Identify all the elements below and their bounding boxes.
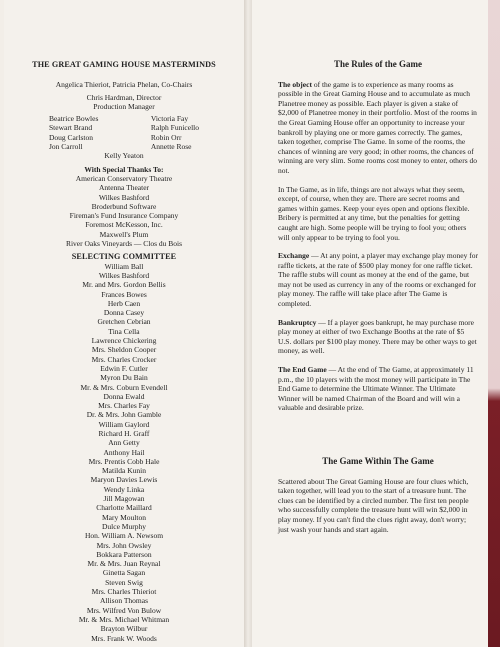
committee-member: Mrs. Charles Crocker (91, 354, 157, 364)
thanks-item: Broderbund Software (91, 201, 157, 211)
committee-member: Mrs. Wilfred Von Bulow (86, 605, 162, 615)
committee-member: Maryon Davies Lewis (90, 475, 158, 485)
committee-member: Ginetta Sagan (102, 568, 146, 578)
rules-object-lead: The object (278, 79, 312, 89)
production-name: Robin Orr (150, 132, 182, 142)
committee-member: William Gaylord (98, 419, 150, 429)
committee-member: Brayton Wilbur (100, 624, 148, 634)
production-name: Jon Carroll (49, 142, 83, 152)
committee-member: Herb Caen (107, 298, 141, 308)
rules-exchange (278, 251, 478, 309)
rules-end-game-text: — At the end of The Game, at approximately 11 p.m., the 10 players with the most money will participate in The End Game to determine the Ultimate Winner. The Ultimate Winner will be named Chairman of the Board and will win a valuable and desirable prize. (278, 365, 474, 413)
rules-end-game (278, 365, 478, 413)
thanks-item: River Oaks Vineyards — Clos du Bois (65, 239, 183, 249)
committee-member: Mr. & Mrs. Coburn Evendell (80, 382, 168, 392)
production-right-column (151, 114, 199, 151)
committee-member: Richard H. Graff (98, 428, 150, 438)
rules-bankruptcy-text: — If a player goes bankrupt, he may purchase more play money at either of two Exchange Booths at the rate of $5 U.S. dollars per $100 play money. There may be other ways to get money, as well. (278, 317, 477, 356)
production-last: Kelly Yeaton (104, 151, 144, 161)
production-left-column (49, 114, 98, 151)
committee-member: Donna Casey (103, 308, 145, 318)
committee-member: Mr. and Mrs. Gordon Bellis (82, 280, 166, 290)
production-name: Beatrice Bowles (49, 114, 99, 124)
thanks-item: Maxwell's Plum (99, 229, 149, 239)
committee-member: Frances Bowes (101, 289, 147, 299)
game-within-text: Scattered about The Great Gaming House are four clues which, taken together, will lead you to the start of a treasure hunt. The clues can be identified by a circled number. The first ten people who successfully complete the treasure hunt will win $2,000 in play money. If you can't find the clues right away, don't worry; just wash your hands and start again. (278, 476, 469, 534)
committee-member: Bokkara Patterson (96, 549, 152, 559)
committee-member: Mr. & Mrs. Michael Whitman (78, 614, 170, 624)
rules-exchange-text: — At any point, a player may exchange play money for raffle tickets, at the rate of $500 play money for one raffle ticket. The raffle stubs will count as money at the end of the game, but may not be used as currency in any of the rooms or exchanged for play money. The raffle will take place after The Game is completed. (278, 251, 478, 309)
rules-object (278, 80, 478, 176)
rules-bankruptcy (278, 318, 478, 356)
committee-list (8, 262, 240, 643)
thanks-item: Fireman's Fund Insurance Company (69, 211, 179, 221)
committee-member: Anthony Hail (103, 447, 145, 457)
committee-member: Mr. & Mrs. Juan Reynal (87, 559, 161, 569)
thanks-list (8, 174, 240, 248)
committee-member: Mrs. Charles Thieriot (91, 587, 157, 597)
committee-member: Steven Swig (105, 577, 143, 587)
committee-member: Charlotte Maillard (96, 503, 152, 513)
rules-end-game-lead: The End Game (278, 365, 327, 375)
production-name: Annette Rose (150, 142, 192, 152)
thanks-heading: With Special Thanks To: (84, 164, 164, 174)
committee-member: Donna Ewald (103, 391, 145, 401)
committee-member: Mary Moulton (102, 512, 146, 522)
rules-life: In The Game, as in life, things are not always what they seem, except, of course, when they are. There are secret rooms and games within games. Keep your eyes open and options flexible. Bribery is permitted at any time, but the penalties for getting caught are high. Some people will be trying to fool you; others will only appear to be trying to fool you. (278, 184, 470, 242)
rules-section (278, 60, 478, 543)
committee-member: Mrs. Frank W. Woods (91, 633, 157, 643)
masterminds-title: THE GREAT GAMING HOUSE MASTERMINDS (32, 60, 216, 69)
committee-member: Dulce Murphy (102, 521, 146, 531)
production-name: Stewart Brand (49, 123, 93, 133)
thanks-item: Antenna Theater (98, 183, 150, 193)
production-name: Victoria Fay (150, 114, 189, 124)
game-within-title: The Game Within The Game (322, 456, 434, 466)
co-chairs: Angelica Thieriot, Patricia Phelan, Co-Chairs (55, 80, 193, 90)
thanks-item: Wilkes Bashford (98, 192, 150, 202)
committee-member: William Ball (104, 261, 144, 271)
production-names (49, 114, 199, 151)
masterminds-section (8, 60, 240, 643)
director: Chris Hardman, Director (86, 92, 162, 102)
committee-member: Tina Cella (108, 326, 140, 336)
production-heading: Production Manager (93, 101, 155, 111)
committee-member: Edwin F. Cutler (100, 363, 148, 373)
center-fold (244, 0, 252, 647)
committee-heading: SELECTING COMMITTEE (71, 252, 177, 262)
rules-exchange-lead: Exchange (278, 251, 310, 261)
committee-member: Jill Magowan (103, 494, 145, 504)
committee-member: Mrs. Prentis Cobb Hale (88, 456, 160, 466)
committee-member: Gretchen Cebrian (97, 317, 151, 327)
rules-bankruptcy-lead: Bankruptcy (278, 317, 317, 327)
rules-object-text: of the game is to experience as many rooms as possible in the Great Gaming House and to accumulate as much Planetree money as possible. Each player is given a stake of $2,000 of Planetree money in their portfolio. Most of the rooms in the Great Gaming House offer an opportunity to increase your bankroll by playing one or more games correctly. The games, taken together, comprise The Game. In some of the rooms, the chances of winning are very good; in other rooms, the chances of winning are very slim. Some rooms cost money to enter, others do not. (278, 79, 478, 175)
rules-title: The Rules of the Game (334, 59, 422, 69)
cover-edge (488, 0, 500, 647)
committee-member: Mrs. John Owsley (96, 540, 152, 550)
committee-member: Myron Du Bain (100, 373, 148, 383)
committee-member: Wendy Linka (103, 484, 145, 494)
thanks-item: Foremost McKesson, Inc. (85, 220, 163, 230)
production-name: Doug Carlston (49, 132, 93, 142)
committee-member: Mrs. Charles Fay (98, 401, 150, 411)
committee-member: Allison Thomas (100, 596, 148, 606)
production-name: Ralph Funicello (150, 123, 199, 133)
committee-member: Hon. William A. Newsom (84, 531, 164, 541)
committee-member: Mrs. Sheldon Cooper (91, 345, 157, 355)
committee-member: Dr. & Mrs. John Gamble (86, 410, 162, 420)
committee-member: Matilda Kunin (102, 466, 146, 476)
thanks-item: American Conservatory Theatre (75, 173, 173, 183)
committee-member: Wilkes Bashford (98, 270, 150, 280)
committee-member: Ann Getty (108, 438, 140, 448)
committee-member: Lawrence Chickering (91, 336, 157, 346)
